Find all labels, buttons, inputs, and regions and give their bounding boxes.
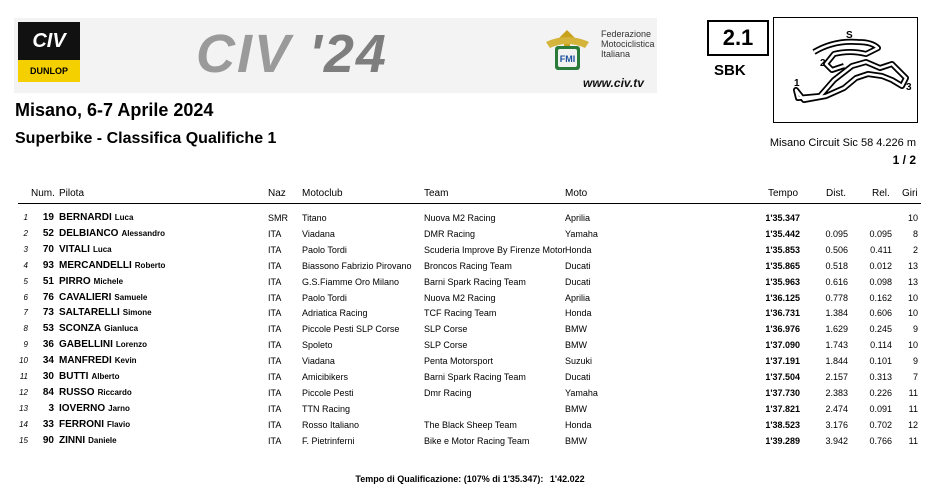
table-row: [0, 228, 940, 244]
gap-to-leader: 0.518: [825, 260, 848, 271]
rider-surname-text: SCONZA: [59, 323, 102, 335]
laps-count: 9: [912, 324, 918, 335]
rider-bike: BMW: [565, 340, 587, 351]
rider-team: SLP Corse: [424, 340, 468, 351]
event-title: Misano, 6-7 Aprile 2024: [15, 100, 214, 120]
session-title: Superbike - Classifica Qualifiche 1: [15, 130, 277, 147]
lap-time: 1'37.504: [765, 372, 800, 382]
rider-surname-text: RUSSO: [59, 386, 95, 398]
rider-motoclub: Piccole Pesti SLP Corse: [302, 324, 400, 335]
fmi-emblem-text: FMI: [559, 54, 576, 64]
row-position: 13: [19, 403, 28, 413]
civ-wordmark-year: '24: [309, 24, 388, 84]
table-row: [0, 387, 940, 403]
gap-to-leader: 2.383: [825, 387, 848, 398]
rider-firstname: Kevin: [114, 356, 137, 366]
gap-to-leader: 3.176: [825, 419, 848, 430]
rider-number: 70: [42, 243, 54, 255]
col-header-pilota: Pilota: [59, 188, 85, 199]
gap-to-previous: 0.702: [869, 419, 892, 430]
rider-firstname: Luca: [92, 244, 112, 254]
laps-count: 10: [907, 340, 918, 351]
rider-number: 36: [42, 339, 54, 351]
federation-line: Italiana: [601, 49, 631, 59]
rider-firstname: Luca: [114, 213, 134, 222]
rider-nationality: ITA: [268, 387, 282, 398]
rider-bike: Aprilia: [565, 292, 591, 303]
rider-team: Penta Motorsport: [424, 356, 494, 367]
rider-surname-text: GABELLINI: [59, 339, 113, 351]
federation-line: Federazione: [601, 29, 652, 39]
laps-count: 10: [907, 308, 918, 319]
rider-firstname: Simone: [122, 308, 152, 318]
table-row: [0, 435, 940, 451]
lap-time: 1'35.865: [765, 260, 800, 271]
row-position: 9: [23, 340, 28, 350]
table-row: [0, 371, 940, 387]
rider-surname-text: IOVERNO: [59, 402, 106, 414]
col-header-team: Team: [424, 188, 449, 199]
gap-to-previous: 0.098: [869, 276, 892, 287]
rider-number: 90: [42, 434, 54, 446]
rider-surname: [59, 371, 119, 383]
rider-motoclub: Paolo Tordi: [302, 244, 347, 255]
rider-surname: [59, 323, 138, 335]
gap-to-previous: 0.162: [869, 292, 892, 303]
row-position: 1: [23, 213, 28, 222]
rider-surname: [59, 276, 123, 288]
laps-count: 8: [912, 228, 918, 239]
gap-to-leader: 0.616: [825, 276, 848, 287]
laps-count: 10: [907, 213, 918, 223]
rider-surname: [59, 212, 133, 224]
gap-to-leader: 0.506: [825, 244, 848, 255]
rider-surname-text: DELBIANCO: [59, 227, 119, 239]
rider-motoclub: G.S.Fiamme Oro Milano: [302, 276, 400, 287]
table-row: [0, 339, 940, 355]
rider-number: 53: [42, 323, 54, 335]
map-label-3: 3: [906, 82, 912, 93]
table-row: [0, 355, 940, 371]
map-label-2: 2: [820, 58, 826, 69]
rider-team: Dmr Racing: [424, 387, 472, 398]
rider-surname-text: SALTARELLI: [59, 307, 120, 319]
lap-time: 1'36.976: [765, 324, 800, 335]
rider-team: Scuderia Improve By Firenze Motor: [424, 244, 566, 255]
rider-team: Broncos Racing Team: [424, 260, 512, 271]
rider-surname-text: VITALI: [59, 243, 90, 255]
lap-time: 1'36.731: [765, 308, 800, 319]
rider-firstname: Michele: [93, 276, 124, 286]
rider-motoclub: Paolo Tordi: [302, 292, 347, 303]
rider-surname: [59, 387, 132, 399]
rider-team: SLP Corse: [424, 324, 468, 335]
col-header-motoclub: Motoclub: [302, 188, 343, 199]
rider-number: 19: [42, 212, 54, 223]
table-row: [0, 244, 940, 260]
gap-to-previous: 0.091: [869, 403, 892, 414]
rider-team: Nuova M2 Racing: [424, 213, 496, 223]
rider-motoclub: Adriatica Racing: [302, 308, 368, 319]
laps-count: 2: [912, 244, 918, 255]
rider-bike: Honda: [565, 244, 592, 255]
gap-to-previous: 0.095: [869, 228, 892, 239]
table-row: [0, 276, 940, 292]
rider-surname-text: CAVALIERI: [59, 291, 112, 303]
gap-to-leader: 2.157: [825, 372, 848, 382]
lap-time: 1'37.090: [765, 340, 800, 351]
row-position: 14: [19, 419, 28, 429]
laps-count: 12: [907, 419, 918, 430]
laps-count: 9: [912, 356, 918, 367]
circuit-map-icon: [774, 18, 917, 122]
col-header-naz: Naz: [268, 188, 286, 199]
row-position: 2: [23, 228, 28, 238]
rider-surname-text: MERCANDELLI: [59, 259, 132, 271]
gap-to-previous: 0.245: [869, 324, 892, 335]
rider-bike: Ducati: [565, 372, 591, 382]
rider-surname-text: BUTTI: [59, 371, 89, 382]
col-header-giri: Giri: [902, 188, 918, 199]
gap-to-previous: 0.226: [869, 387, 892, 398]
gap-to-previous: 0.606: [869, 308, 892, 319]
rider-nationality: ITA: [268, 419, 282, 430]
col-header-moto: Moto: [565, 188, 588, 199]
header-divider: [18, 203, 921, 204]
gap-to-leader: 1.844: [825, 356, 848, 367]
rider-nationality: ITA: [268, 435, 282, 446]
rider-nationality: ITA: [268, 403, 282, 414]
rider-number: 51: [42, 275, 54, 287]
row-position: 3: [23, 244, 28, 254]
rider-surname: [59, 355, 137, 367]
page-number: 1 / 2: [892, 153, 916, 167]
rider-firstname: Jarno: [108, 403, 130, 413]
rider-motoclub: Viadana: [302, 228, 335, 239]
rider-surname-text: ZINNI: [59, 434, 86, 446]
rider-bike: Yamaha: [565, 228, 598, 239]
rider-bike: Aprilia: [565, 213, 591, 223]
civ-wordmark-main: CIV: [196, 24, 293, 84]
rider-surname: [59, 307, 152, 319]
rider-surname: [59, 228, 165, 240]
fmi-emblem-icon: [540, 28, 595, 74]
rider-number: 73: [42, 307, 54, 319]
rider-bike: Yamaha: [565, 387, 598, 398]
lap-time: 1'35.442: [765, 228, 800, 239]
gap-to-previous: 0.313: [869, 372, 892, 382]
laps-count: 13: [907, 276, 918, 287]
rider-surname: [59, 403, 130, 415]
lap-time: 1'37.191: [765, 356, 800, 367]
rider-team: Barni Spark Racing Team: [424, 372, 526, 382]
civ-logo: [18, 22, 80, 82]
lap-time: 1'39.289: [765, 435, 800, 446]
gap-to-previous: 0.766: [869, 435, 892, 446]
gap-to-previous: 0.012: [869, 260, 892, 271]
federation-name: [601, 29, 655, 59]
rider-motoclub: Biassono Fabrizio Pirovano: [302, 260, 412, 271]
rider-bike: BMW: [565, 324, 587, 335]
rider-number: 84: [42, 386, 54, 398]
row-position: 5: [23, 276, 28, 286]
qualification-value: 1'42.022: [549, 474, 585, 484]
rider-firstname: Alessandro: [121, 228, 166, 238]
col-header-tempo: Tempo: [768, 188, 799, 199]
row-position: 7: [23, 308, 28, 318]
col-header-dist: Dist.: [826, 188, 846, 199]
rider-bike: BMW: [565, 403, 587, 414]
rider-team: Bike e Motor Racing Team: [424, 435, 530, 446]
rider-nationality: ITA: [268, 244, 282, 255]
round-number: 2.1: [707, 20, 769, 56]
rider-bike: Suzuki: [565, 356, 593, 367]
table-row: [0, 419, 940, 435]
rider-motoclub: Titano: [302, 213, 327, 223]
rider-nationality: ITA: [268, 340, 282, 351]
col-header-rel: Rel.: [872, 188, 890, 199]
rider-number: 33: [42, 418, 54, 430]
rider-surname: [59, 435, 117, 447]
rider-motoclub: Viadana: [302, 356, 335, 367]
website-label: www.civ.tv: [583, 76, 644, 90]
rider-nationality: ITA: [268, 260, 282, 271]
row-position: 8: [23, 324, 28, 334]
col-header-num: Num.: [31, 188, 55, 199]
laps-count: 11: [908, 403, 918, 414]
lap-time: 1'37.821: [765, 403, 800, 414]
row-position: 10: [19, 356, 28, 366]
rider-bike: Honda: [565, 419, 592, 430]
table-row: [0, 403, 940, 419]
rider-nationality: ITA: [268, 372, 282, 382]
rider-number: 3: [48, 402, 54, 414]
laps-count: 7: [912, 372, 918, 382]
laps-count: 11: [908, 435, 918, 446]
rider-bike: Honda: [565, 308, 592, 319]
gap-to-previous: 0.101: [869, 356, 892, 367]
gap-to-previous: 0.411: [870, 244, 892, 255]
rider-nationality: ITA: [268, 292, 282, 303]
rider-nationality: ITA: [268, 356, 282, 367]
table-row: [0, 323, 940, 339]
gap-to-leader: 1.743: [825, 340, 848, 351]
rider-nationality: ITA: [268, 228, 282, 239]
row-position: 6: [23, 292, 28, 302]
civ-logo-text: CIV: [18, 22, 80, 60]
table-row: [0, 307, 940, 323]
lap-time: 1'35.963: [765, 276, 800, 287]
rider-firstname: Riccardo: [97, 387, 132, 397]
qualification-time-note: [0, 474, 940, 484]
civ-wordmark: [196, 24, 388, 84]
rider-motoclub: F. Pietrinferni: [302, 435, 355, 446]
rider-bike: Ducati: [565, 260, 591, 271]
rider-bike: Ducati: [565, 276, 591, 287]
rider-firstname: Gianluca: [104, 324, 139, 334]
rider-bike: BMW: [565, 435, 587, 446]
laps-count: 13: [907, 260, 918, 271]
rider-nationality: ITA: [268, 308, 282, 319]
rider-firstname: Daniele: [88, 435, 117, 445]
rider-firstname: Lorenzo: [115, 340, 147, 350]
gap-to-leader: 1.629: [825, 324, 848, 335]
rider-surname: [59, 339, 147, 351]
lap-time: 1'38.523: [765, 419, 800, 430]
rider-motoclub: Amicibikers: [302, 372, 349, 382]
rider-firstname: Alberto: [91, 372, 120, 381]
laps-count: 10: [907, 292, 918, 303]
rider-firstname: Samuele: [114, 292, 148, 302]
lap-time: 1'35.853: [765, 244, 800, 255]
qualification-label: Tempo di Qualificazione: (107% di 1'35.347):: [355, 474, 544, 484]
rider-firstname: Roberto: [134, 260, 166, 270]
map-label-1: 1: [794, 78, 800, 89]
gap-to-leader: 3.942: [825, 435, 848, 446]
rider-team: DMR Racing: [424, 228, 476, 239]
gap-to-leader: 0.778: [825, 292, 848, 303]
rider-number: 93: [42, 259, 54, 271]
class-label: SBK: [714, 62, 746, 79]
row-position: 12: [19, 387, 28, 397]
map-label-s: S: [846, 30, 853, 41]
rider-motoclub: TTN Racing: [302, 403, 351, 414]
gap-to-leader: 1.384: [825, 308, 848, 319]
rider-number: 76: [42, 291, 54, 303]
rider-surname-text: BERNARDI: [59, 212, 112, 223]
rider-surname: [59, 292, 147, 304]
rider-motoclub: Rosso Italiano: [302, 419, 360, 430]
rider-nationality: ITA: [268, 324, 282, 335]
rider-nationality: ITA: [268, 276, 282, 287]
rider-surname: [59, 260, 165, 272]
rider-team: TCF Racing Team: [424, 308, 497, 319]
gap-to-leader: 0.095: [825, 228, 848, 239]
circuit-info: Misano Circuit Sic 58 4.226 m: [769, 137, 916, 149]
rider-nationality: SMR: [268, 213, 288, 223]
rider-number: 52: [42, 227, 54, 239]
rider-number: 34: [42, 355, 54, 367]
row-position: 11: [19, 372, 28, 381]
federation-line: Motociclistica: [601, 39, 655, 49]
laps-count: 11: [908, 387, 918, 398]
rider-team: Nuova M2 Racing: [424, 292, 496, 303]
rider-number: 30: [42, 371, 54, 382]
circuit-map: [773, 17, 918, 123]
gap-to-leader: 2.474: [825, 403, 848, 414]
gap-to-previous: 0.114: [870, 340, 892, 351]
rider-motoclub: Piccole Pesti: [302, 387, 354, 398]
rider-surname-text: PIRRO: [59, 275, 91, 287]
lap-time: 1'36.125: [765, 292, 800, 303]
sponsor-logo-text: DUNLOP: [18, 60, 80, 82]
rider-surname: [59, 419, 130, 431]
rider-team: The Black Sheep Team: [424, 419, 517, 430]
row-position: 15: [19, 435, 28, 445]
table-row: [0, 260, 940, 276]
row-position: 4: [23, 260, 28, 270]
rider-motoclub: Spoleto: [302, 340, 333, 351]
rider-surname-text: MANFREDI: [59, 355, 112, 367]
lap-time: 1'37.730: [765, 387, 800, 398]
rider-surname-text: FERRONI: [59, 418, 104, 430]
table-row: [0, 212, 940, 228]
rider-firstname: Flavio: [107, 419, 131, 429]
table-row: [0, 292, 940, 308]
lap-time: 1'35.347: [765, 213, 800, 223]
rider-team: Barni Spark Racing Team: [424, 276, 526, 287]
rider-surname: [59, 244, 112, 256]
